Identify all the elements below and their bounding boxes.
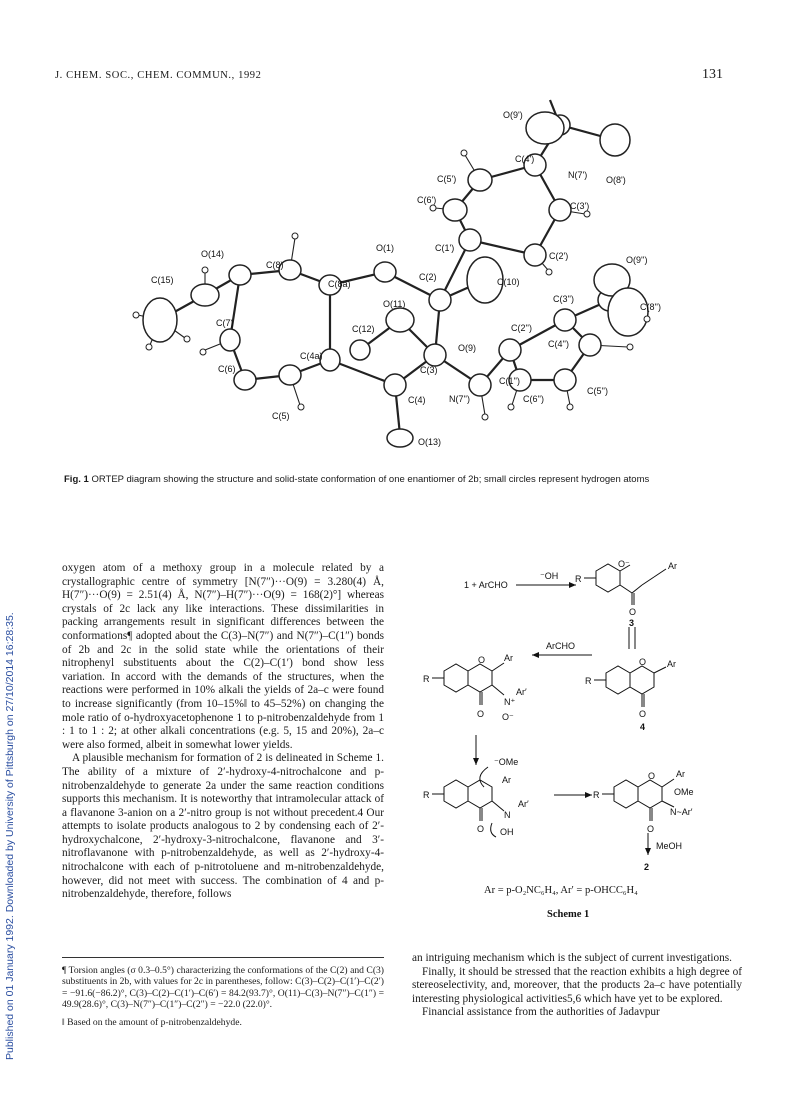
scheme-R: R [593,790,600,800]
atom-label: C(5') [437,174,457,184]
scheme-N-plus: N⁺ [504,697,516,707]
scheme-Ar-prime: Ar′ [518,799,529,809]
footnotes [62,965,384,1034]
atom-label: C(8'') [640,302,661,312]
atom-label: C(2) [419,272,437,282]
atom-label: C(4') [515,154,535,164]
paragraph: Finally, it should be stressed that the reaction exhibits a high degree of stereoselectivity, and, moreover, that the products 2a–c have potentially interesting physiological activities5,6 which have yet to be explored. [412,965,742,1005]
atom-label: O(11) [383,299,406,309]
body-column-right [412,952,742,1020]
atom-label: O(9) [458,343,476,353]
ortep-diagram [0,0,801,470]
atom-label: C(15) [151,275,174,285]
scheme-R: R [423,790,430,800]
caption-label: Fig. 1 [64,474,89,485]
atom-label: C(5) [272,411,290,421]
scheme-reagent-meoh: MeOH [656,841,683,851]
atom-label: C(3') [570,201,590,211]
scheme-title: Scheme 1 [547,909,590,920]
atom-label: C(6'') [523,394,544,404]
atom-label: C(5'') [587,386,608,396]
watermark-text: Published on 01 January 1992. Downloaded by University of Pittsburgh on 27/10/2014 16:28:35. [4,612,16,1060]
scheme-O: O [477,824,485,834]
scheme-O: O [639,657,647,667]
figure-caption [64,474,744,485]
footnote-torsion: ¶ Torsion angles (σ 0.3–0.5°) characterizing the conformations of the C(2) and C(3) substituents in 2b, with values for 2c in parentheses, follow: C(3)–C(2)–C(1′)–C(2′) = −91.6(−86.2)°, C(3)–C(2)–C(1′)–C(6′) = 84.2(93.7)°, O(11)–C(3)–N(7″)–C(1″) = 49.9(28.6)°, C(3)–N(7″)–C(1″)–C(2″) = −22.0 (22.0)°. [62,965,384,1011]
scheme-reactants: 1 + ArCHO [464,580,508,590]
scheme-R: R [423,674,430,684]
scheme-Ar: Ar [668,561,677,571]
page-number: 131 [702,67,723,82]
caption-text: ORTEP diagram showing the structure and solid-state conformation of one enantiomer of 2b; small circles represent hydrogen atoms [91,474,650,485]
scheme-O: O [648,771,656,781]
atom-label: C(7) [216,318,234,328]
atom-label: C(12) [352,324,375,334]
atom-label: C(6') [417,195,437,205]
atom-label: C(8) [266,260,284,270]
atom-label: C(3'') [553,294,574,304]
atom-label: C(10) [497,277,520,287]
atom-label: C(2') [549,251,569,261]
scheme-oh: OH [500,827,514,837]
scheme-O: O [647,824,655,834]
atom-label: O(8') [606,175,626,185]
atom-label: C(1') [435,243,455,253]
scheme-Ar: Ar [502,775,511,785]
atom-label: O(14) [201,249,225,259]
scheme-n-ar: N~Ar′ [670,807,693,817]
atom-label: C(4) [408,395,426,405]
paragraph: oxygen atom of a methoxy group in a molecule related by a crystallographic centre of symmetry [N(7″)···O(9) = 3.280(4) Å, H(7″)···O(9) = 2.51(4) Å, N(7″)–H(7″)···O(9) = 168(2)°] whereas crystals of 2c lack any like interactions. These dissimilarities in packing arrangements result in significant differences between the conformations¶ adopted about the C(3)–N(7″) and N(7″)–C(1″) bonds of 2b and 2c in the solid state while the orientations of their nitrophenyl substituents about the C(2)–C(1′) bond show less variation. In accord with the demands of the structures, when the reactions were performed in 10% alkali the yields of 2a–c were found to increase significantly (from 10–15%‖ to 45–52%) on changing the mole ratio of o-hydroxyacetophenone 1 to p-nitrobenzaldehyde from 1 : 1 to 1 : 2; at other alkali concentrations (e.g. 5, 15 and 20%), 2a–c were also formed, albeit in somewhat lower yields. [62,562,384,751]
atom-label: C(4'') [548,339,569,349]
paragraph: A plausible mechanism for formation of 2 is delineated in Scheme 1. The ability of a mixture of 2′-hydroxy-4-nitrochalcone and p-nitrobenzaldehyde to generate 2a under the same reaction conditions supports this mechanism. It is noteworthy that intramolecular attack of a flavanone 3-anion on a 2′-nitro group is not without precedent.4 Our attempts to isolate products analogous to 2 by condensing each of 2′-hydroxychalcone, 2′-hydroxy-3-nitrochalcone, flavanone and 3′-nitroflavanone with p-nitrobenzaldehyde, as well as 2′-hydroxy-4-nitrochalcone with each of p-nitrotoluene and m-nitrobenzaldehyde, however, did not meet with success. The combination of 4 and p-nitrobenzaldehyde, therefore, follows [62,752,384,901]
running-head: J. CHEM. SOC., CHEM. COMMUN., 1992 [55,70,262,81]
scheme-reagent-oh: ⁻OH [540,571,559,581]
scheme-N: N [504,810,511,820]
paragraph: Financial assistance from the authorities of Jadavpur [422,1006,660,1019]
scheme-Ar: Ar [667,659,676,669]
paragraph: an intriguing mechanism which is the subject of current investigations. [412,952,733,964]
atom-label: O(9') [503,110,523,120]
body-column-left [62,562,384,902]
atom-label: C(1'') [499,376,520,386]
scheme-label-2: 2 [644,862,650,872]
scheme-ar-definition: Ar = p-O₂NC₆H₄, Ar′ = p-OHCC₆H₄ [484,885,638,896]
atom-label: C(4a) [300,351,323,361]
atom-label: C(2'') [511,323,532,333]
scheme-R: R [585,676,592,686]
scheme-O-minus: O⁻ [502,712,514,722]
scheme-R: R [575,574,582,584]
atom-label: C(3) [420,365,438,375]
scheme-label-3: 3 [629,618,635,628]
scheme-O: O [639,709,647,719]
scheme-Ar-prime: Ar′ [516,687,527,697]
footnote-rule [62,957,384,958]
scheme-O-minus: O⁻ [618,559,630,569]
scheme-label-4: 4 [640,722,646,732]
atom-label: N(7') [568,170,588,180]
scheme-O: O [478,655,486,665]
atom-label: O(1) [376,243,394,253]
scheme-ome: OMe [674,787,694,797]
atom-label: O(9'') [626,255,648,265]
atom-label: O(13) [418,437,442,447]
atom-label: N(7'') [449,394,470,404]
scheme-O: O [629,607,637,617]
footnote-basis: ‖ Based on the amount of p-nitrobenzaldehyde. [62,1016,242,1028]
scheme-O: O [477,709,485,719]
scheme-reagent-archo: ArCHO [546,641,575,651]
scheme-reagent-ome: ⁻OMe [494,757,519,767]
scheme-1 [404,555,744,925]
atom-label: C(8a) [328,279,351,289]
scheme-Ar: Ar [504,653,513,663]
scheme-Ar: Ar [676,769,685,779]
atom-label: C(6) [218,364,236,374]
